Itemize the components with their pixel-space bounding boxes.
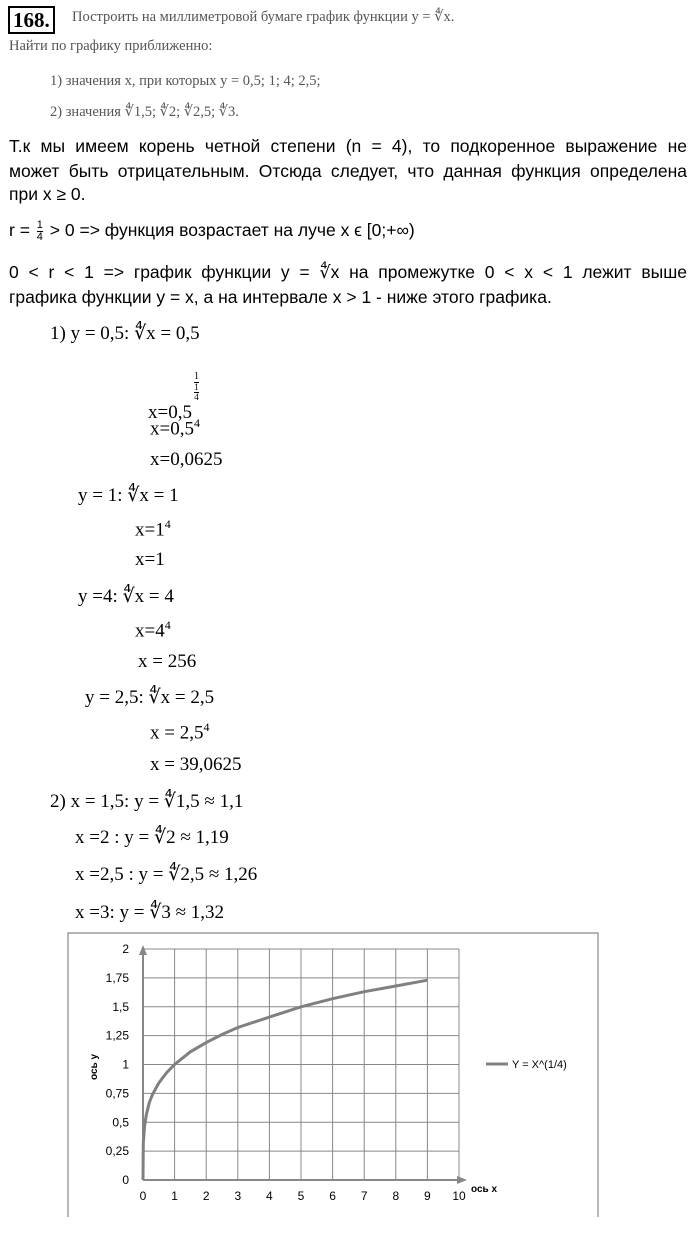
base: x=4 xyxy=(135,620,165,642)
exponent: 4 xyxy=(203,720,210,734)
y-tick-label: 2 xyxy=(122,942,129,956)
x-tick-label: 9 xyxy=(424,1189,431,1203)
part2-line: x =2 : y = ∜2 ≈ 1,19 xyxy=(75,827,229,848)
step-heading: y =4: ∜x = 4 xyxy=(78,586,174,607)
numerator: 1 xyxy=(36,219,43,231)
task-item-2: 2) значения ∜1,5; ∜2; ∜2,5; ∜3. xyxy=(50,104,239,120)
paragraph-line: при x ≥ 0. xyxy=(9,184,86,204)
exponent: 4 xyxy=(193,416,200,430)
y-axis-arrow-icon xyxy=(139,945,147,955)
task-number: 168. xyxy=(8,6,55,34)
y-tick-label: 0,5 xyxy=(112,1115,129,1130)
step-heading: y = 2,5: ∜x = 2,5 xyxy=(85,687,215,708)
y-axis-label: ось y xyxy=(89,1053,100,1081)
part2-line: x =3: y = ∜3 ≈ 1,32 xyxy=(75,902,224,923)
y-tick-label: 1,25 xyxy=(105,1028,129,1043)
x-tick-label: 1 xyxy=(171,1189,178,1203)
paragraph-line: графика функции y = x, а на интервале x > 1 - ниже этого графика. xyxy=(9,287,552,307)
r-rest: > 0 => функция возрастает на луче x ϵ [0;+∞) xyxy=(49,220,415,241)
base: x = 2,5 xyxy=(150,722,204,744)
numerator: 1 xyxy=(194,382,199,392)
step-line: x=1 xyxy=(135,549,165,570)
exponent: 4 xyxy=(164,618,171,632)
x-tick-label: 10 xyxy=(452,1189,466,1203)
x-tick-label: 3 xyxy=(234,1189,242,1203)
step-heading: 1) y = 0,5: ∜x = 0,5 xyxy=(50,323,200,344)
task-subtitle: Найти по графику приближенно: xyxy=(9,38,213,54)
denominator: 4 xyxy=(36,231,43,243)
y-tick-label: 1,5 xyxy=(112,999,129,1014)
step-heading: y = 1: ∜x = 1 xyxy=(78,485,179,506)
y-tick-label: 1,75 xyxy=(105,970,129,985)
step-line: x=0,0625 xyxy=(150,449,223,470)
paragraph-line: 0 < r < 1 => график функции y = ∜x на промежутке 0 < x < 1 лежит выше xyxy=(9,262,687,282)
legend-label: Y = X^(1/4) xyxy=(512,1059,567,1071)
x-tick-label: 7 xyxy=(360,1189,368,1203)
numerator: 1 xyxy=(193,371,199,382)
x-tick-label: 8 xyxy=(392,1189,400,1203)
part2-line: x =2,5 : y = ∜2,5 ≈ 1,26 xyxy=(75,864,258,885)
r-lhs: r = xyxy=(9,220,30,241)
x-axis-label: ось x xyxy=(471,1184,498,1195)
step-line: x = 256 xyxy=(138,651,197,672)
paragraph-line: может быть отрицательным. Отсюда следует, что данная функция определена xyxy=(9,161,687,181)
x-axis-arrow-icon xyxy=(457,1176,467,1184)
x-tick-label: 4 xyxy=(266,1189,273,1203)
x-tick-label: 6 xyxy=(329,1189,336,1203)
denominator: 4 xyxy=(194,392,199,402)
x-tick-label: 5 xyxy=(297,1189,305,1203)
y-tick-label: 1 xyxy=(122,1057,129,1072)
task-statement: Построить на миллиметровой бумаге график функции y = ∜x. xyxy=(72,9,455,25)
y-tick-label: 0 xyxy=(122,1173,129,1187)
exponent: 4 xyxy=(164,517,171,531)
part2-line: 2) x = 1,5: y = ∜1,5 ≈ 1,1 xyxy=(50,791,244,812)
y-tick-label: 0,75 xyxy=(105,1086,129,1101)
base: x=1 xyxy=(135,519,165,541)
base: x=0,5 xyxy=(148,402,192,423)
task-item-1: 1) значения x, при которых y = 0,5; 1; 4; 2,5; xyxy=(50,73,321,89)
x-tick-label: 0 xyxy=(139,1189,147,1203)
x-tick-label: 2 xyxy=(202,1189,210,1203)
series-line xyxy=(143,980,427,1180)
paragraph-line: Т.к мы имеем корень четной степени (n = 4), то подкоренное выражение не xyxy=(9,136,687,156)
step-line: x = 39,0625 xyxy=(150,754,242,775)
base: x=0,5 xyxy=(150,418,194,440)
y-tick-label: 0,25 xyxy=(105,1144,129,1159)
